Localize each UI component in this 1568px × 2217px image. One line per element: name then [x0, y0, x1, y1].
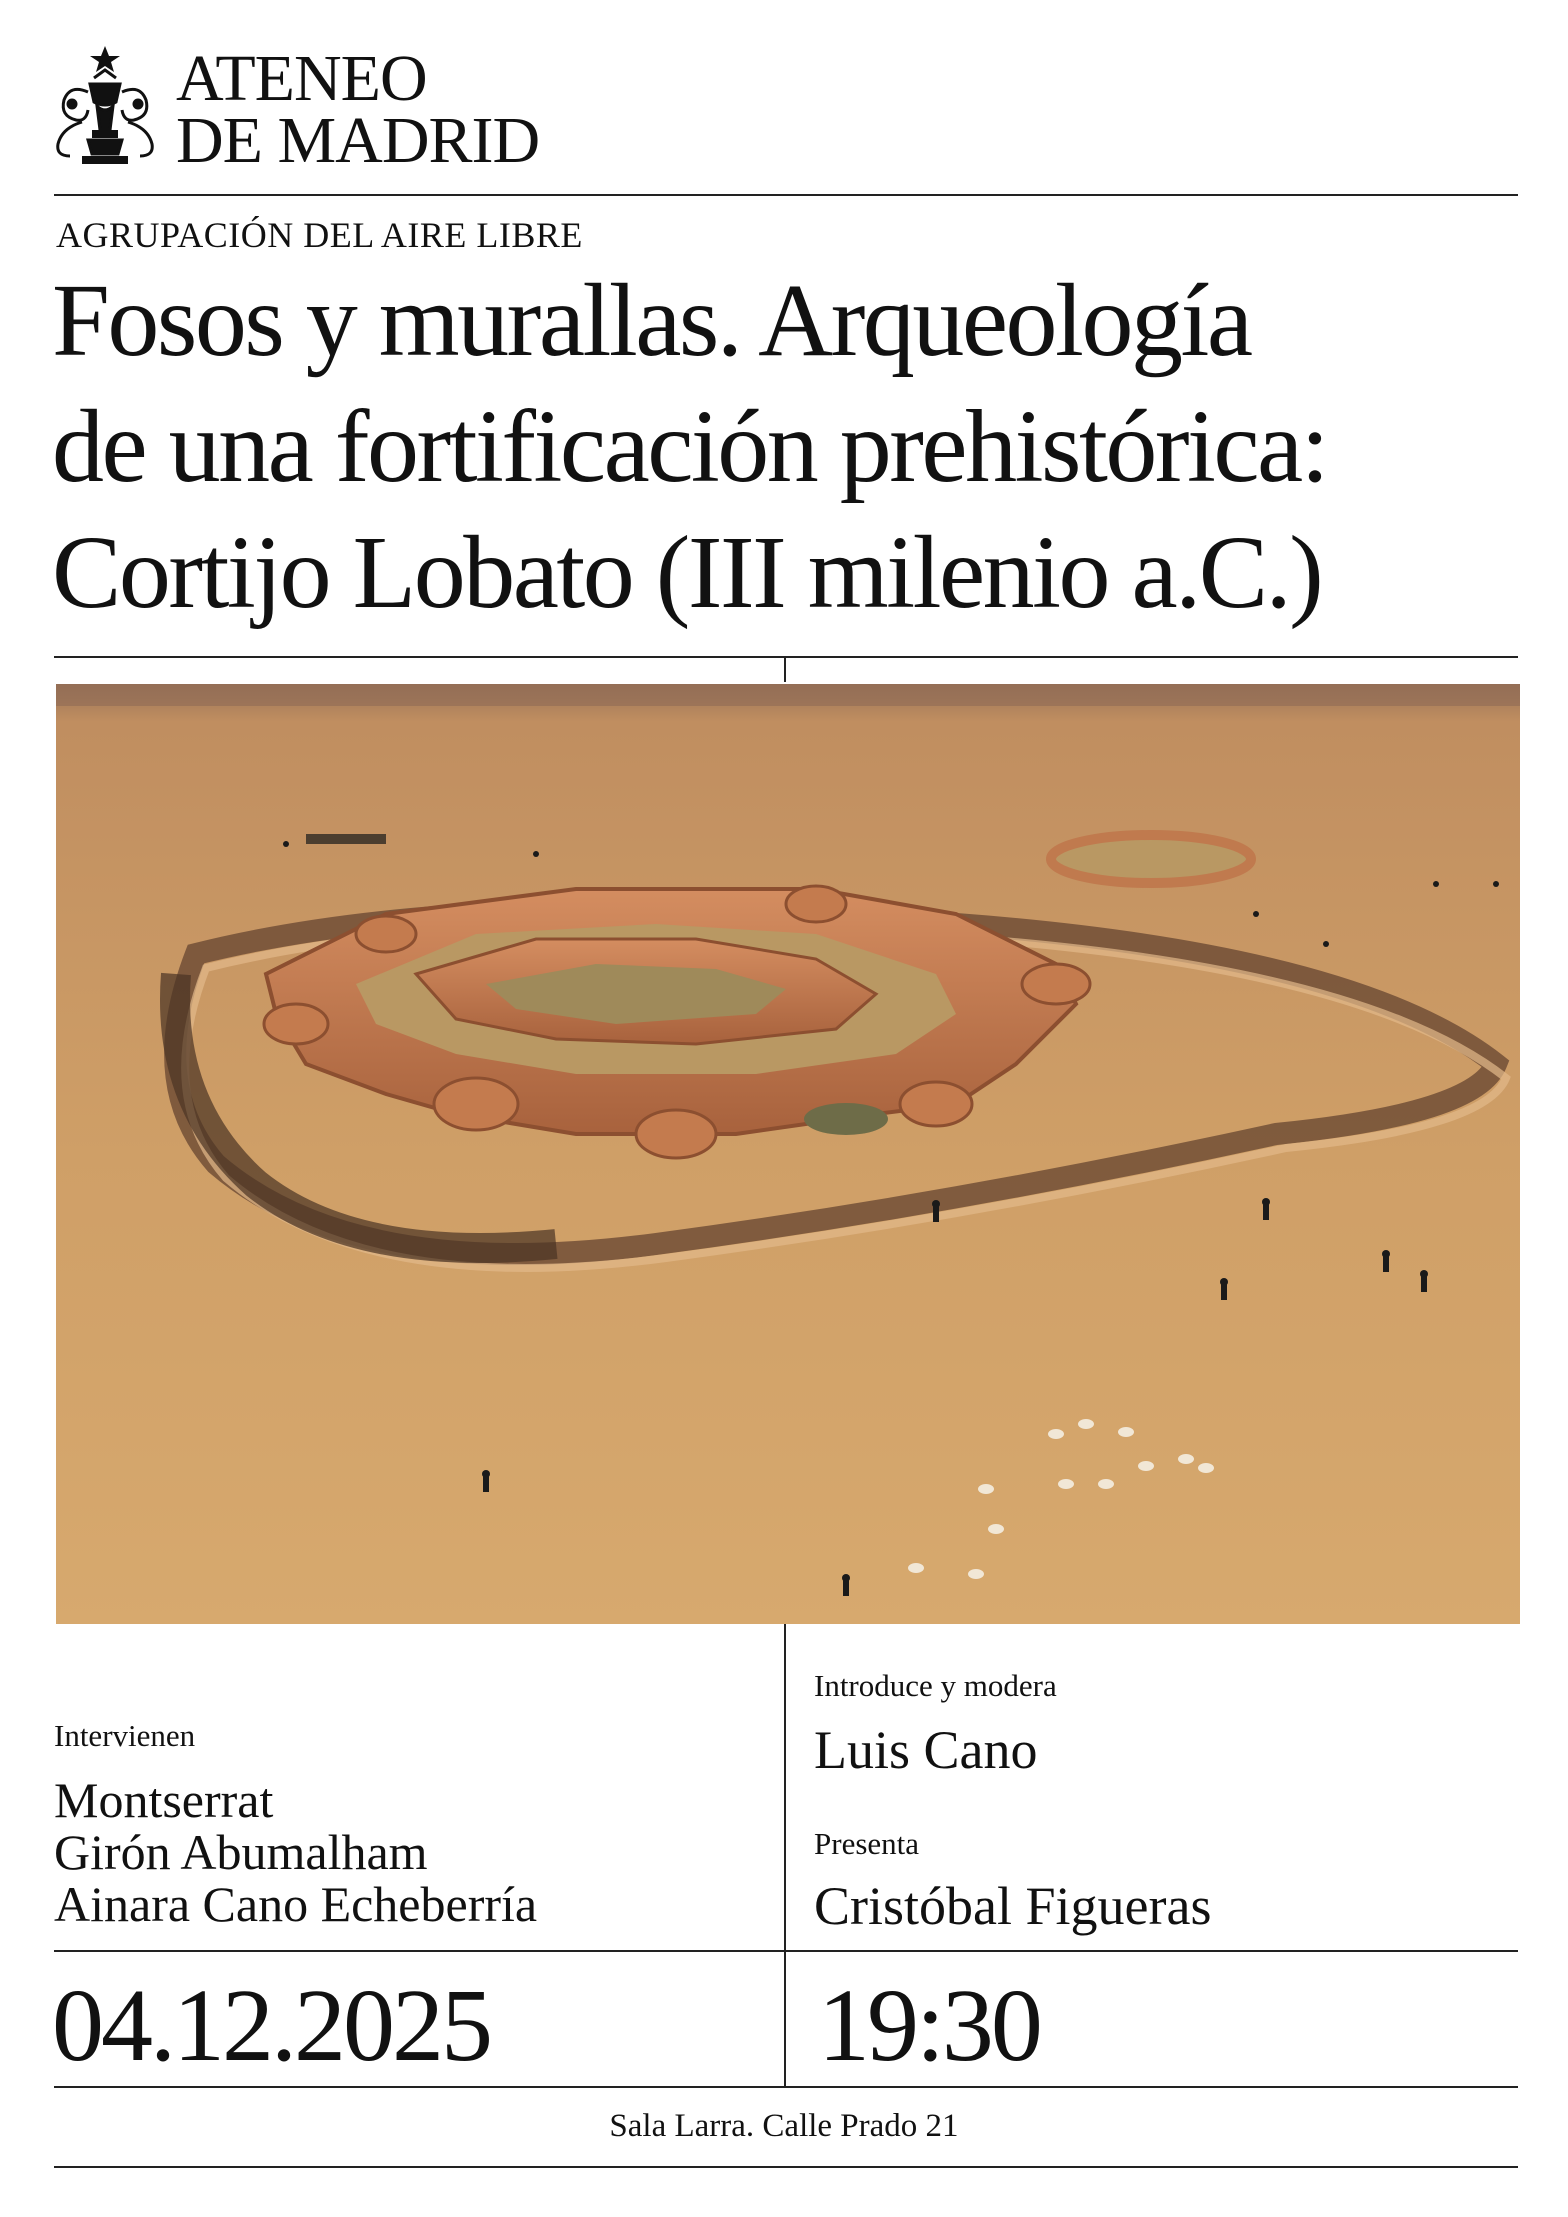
speakers-list — [54, 1774, 537, 1930]
title-line-2: de una fortificación prehistórica: — [52, 389, 1328, 504]
event-date: 04.12.2025 — [52, 1968, 490, 2083]
speakers-label: Intervienen — [54, 1718, 196, 1753]
moderator-label: Introduce y modera — [814, 1668, 1057, 1703]
title-divider-tick — [784, 656, 786, 682]
event-venue: Sala Larra. Calle Prado 21 — [609, 2108, 959, 2144]
datetime-divider — [54, 2086, 1518, 2088]
title-line-3: Cortijo Lobato (III milenio a.C.) — [52, 515, 1322, 630]
fortification-illustration — [56, 684, 1520, 1624]
moderator-name: Luis Cano — [814, 1720, 1038, 1780]
presenter-label: Presenta — [814, 1826, 920, 1861]
title-line-1: Fosos y murallas. Arqueología — [52, 263, 1251, 378]
brand-line-1: ATENEO — [176, 42, 427, 115]
presenter-name: Cristóbal Figueras — [814, 1876, 1212, 1936]
brand-wordmark — [176, 42, 540, 177]
title-divider — [54, 656, 1518, 658]
info-divider — [54, 1950, 1518, 1952]
speaker-name: Ainara Cano Echeberría — [54, 1876, 538, 1932]
info-column-divider — [784, 1624, 786, 2086]
speaker-name: Montserrat — [54, 1772, 274, 1828]
group-label: AGRUPACIÓN DEL AIRE LIBRE — [56, 215, 583, 255]
ateneo-crest-icon — [52, 44, 158, 170]
header-divider — [54, 194, 1518, 196]
brand-line-2: DE MADRID — [176, 104, 540, 177]
speaker-name: Girón Abumalham — [54, 1824, 428, 1880]
footer-divider — [54, 2166, 1518, 2168]
event-time: 19:30 — [818, 1968, 1040, 2083]
event-title — [52, 258, 1532, 636]
